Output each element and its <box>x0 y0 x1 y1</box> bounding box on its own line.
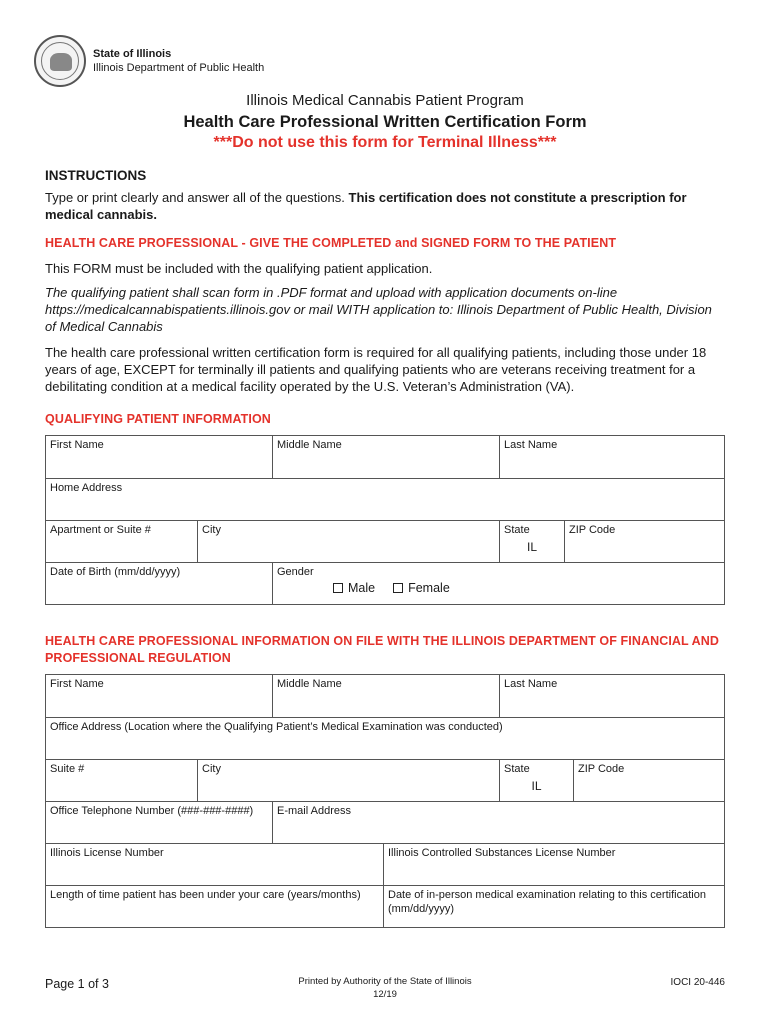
patient-dob-field[interactable] <box>46 563 272 604</box>
patient-city-row <box>46 520 724 562</box>
printed-authority <box>45 975 725 1001</box>
agency-header <box>34 35 264 87</box>
patient-state-value: IL <box>526 540 537 554</box>
hcp-suite-field[interactable] <box>46 760 197 801</box>
label: State <box>504 524 530 536</box>
hcp-last-name-field[interactable] <box>499 675 724 717</box>
checkbox-icon <box>393 583 403 593</box>
gender-options <box>333 581 450 595</box>
hcp-give-form-heading: HEALTH CARE PROFESSIONAL - GIVE THE COMPLETED and SIGNED FORM TO THE PATIENT <box>45 236 617 250</box>
instructions-heading: INSTRUCTIONS <box>45 168 147 183</box>
label: Date of in-person medical examination relating to this certification (mm/dd/yyyy) <box>388 889 706 915</box>
program-title: Illinois Medical Cannabis Patient Program <box>246 92 524 109</box>
hcp-state-field[interactable] <box>499 760 573 801</box>
hcp-phone-field[interactable] <box>46 802 272 843</box>
hcp-email-field[interactable] <box>272 802 724 843</box>
patient-last-name-field[interactable] <box>499 436 724 478</box>
patient-zip-field[interactable] <box>564 521 724 562</box>
hcp-office-address-field[interactable] <box>46 718 724 759</box>
page-footer <box>45 975 725 1015</box>
patient-info-table <box>45 435 725 605</box>
title-block <box>0 92 770 153</box>
form-included-text: This FORM must be included with the qualifying patient application. <box>45 261 433 276</box>
hcp-info-heading: HEALTH CARE PROFESSIONAL INFORMATION ON FILE WITH THE ILLINOIS DEPARTMENT OF FINANCIAL AND PROFESSIONAL REGULATION <box>45 634 720 665</box>
page-number: Page 1 of 3 <box>45 977 109 991</box>
label: City <box>202 763 221 775</box>
hcp-care-row <box>46 885 724 927</box>
label: Middle Name <box>277 678 342 690</box>
female-label: Female <box>408 581 450 595</box>
patient-home-address-field[interactable] <box>46 479 724 520</box>
hcp-contact-row <box>46 801 724 843</box>
label: City <box>202 524 221 536</box>
state-name: State of Illinois <box>93 48 172 60</box>
label: Date of Birth (mm/dd/yyyy) <box>50 566 181 578</box>
label: First Name <box>50 678 104 690</box>
hcp-city-field[interactable] <box>197 760 499 801</box>
hcp-license-row <box>46 843 724 885</box>
label: ZIP Code <box>569 524 616 536</box>
hcp-city-row <box>46 759 724 801</box>
patient-gender-field <box>272 563 724 604</box>
patient-apt-field[interactable] <box>46 521 197 562</box>
authority-text: Printed by Authority of the State of Illinois <box>298 976 472 987</box>
hcp-first-name-field[interactable] <box>46 675 272 717</box>
print-date: 12/19 <box>373 989 397 1000</box>
patient-state-field[interactable] <box>499 521 564 562</box>
ioci-number: IOCI 20-446 <box>670 977 725 988</box>
patient-first-name-field[interactable] <box>46 436 272 478</box>
label: State <box>504 763 530 775</box>
label: Length of time patient has been under your care (years/months) <box>50 889 361 901</box>
checkbox-icon <box>333 583 343 593</box>
label: Suite # <box>50 763 85 775</box>
label: Illinois License Number <box>50 847 164 859</box>
hcp-info-table <box>45 674 725 928</box>
label: Office Address (Location where the Qualifying Patient’s Medical Examination was conducted) <box>50 721 503 733</box>
gender-male-checkbox[interactable] <box>333 581 375 595</box>
label: ZIP Code <box>578 763 625 775</box>
label: Home Address <box>50 482 123 494</box>
hcp-middle-name-field[interactable] <box>272 675 499 717</box>
instructions-text <box>45 189 725 223</box>
patient-middle-name-field[interactable] <box>272 436 499 478</box>
label: First Name <box>50 439 104 451</box>
label: Gender <box>277 566 314 578</box>
patient-dob-row <box>46 562 724 604</box>
label: Last Name <box>504 439 558 451</box>
label: E-mail Address <box>277 805 351 817</box>
gender-female-checkbox[interactable] <box>393 581 450 595</box>
form-title: Health Care Professional Written Certification Form <box>183 113 587 131</box>
label: Middle Name <box>277 439 342 451</box>
hcp-length-care-field[interactable] <box>46 886 383 927</box>
label: Last Name <box>504 678 558 690</box>
hcp-cs-license-field[interactable] <box>383 844 724 885</box>
department-name: Illinois Department of Public Health <box>93 62 265 74</box>
instructions-plain: Type or print clearly and answer all of the questions. <box>45 190 349 205</box>
hcp-name-row <box>46 675 724 717</box>
male-label: Male <box>348 581 376 595</box>
patient-address-row <box>46 478 724 520</box>
hcp-exam-date-field[interactable] <box>383 886 724 927</box>
hcp-office-address-row <box>46 717 724 759</box>
label: Apartment or Suite # <box>50 524 151 536</box>
label: Illinois Controlled Substances License Number <box>388 847 616 859</box>
hcp-state-value: IL <box>531 779 542 793</box>
agency-name <box>93 47 264 75</box>
hcp-license-field[interactable] <box>46 844 383 885</box>
terminal-illness-warning: ***Do not use this form for Terminal Illness*** <box>213 134 557 151</box>
scan-upload-text: The qualifying patient shall scan form in .PDF format and upload with application documents on-line https://medicalcannabispatients.illinois.gov or mail WITH application to: Illinois Department of Public Health, Division of Medical Cannabis <box>45 285 712 334</box>
hcp-zip-field[interactable] <box>573 760 724 801</box>
patient-name-row <box>46 436 724 478</box>
state-seal-icon <box>34 35 86 87</box>
patient-city-field[interactable] <box>197 521 499 562</box>
patient-info-heading: QUALIFYING PATIENT INFORMATION <box>45 412 271 426</box>
label: Office Telephone Number (###-###-####) <box>50 805 254 817</box>
instructions-bold: This certification does not constitute a prescription for medical cannabis. <box>45 190 687 222</box>
requirement-text: The health care professional written certification form is required for all qualifying patients, including those under 18 years of age, EXCEPT for terminally ill patients and qualifying patients who are veterans receiving treatment for a debilitating condition at a medical facility operated by the U.S. Veteran’s Administration (VA). <box>45 345 707 394</box>
